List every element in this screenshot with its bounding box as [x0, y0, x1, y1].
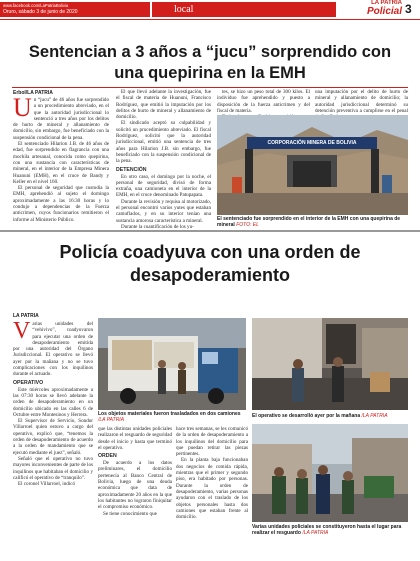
paragraph: El coronel Villarroel, indicó [18, 481, 76, 488]
subheading: OPERATIVO [13, 379, 44, 386]
subheading: ORDEN [98, 453, 117, 460]
paragraph: arias unidades del “vehivivo”, coadyuvaron para ejecutar una orden de desapoderamiento emitida por una autoridad del Órgano Jurisdiccional. El operativo se llevó ayer por la mañana y no se tuvo complicaciones con los inquilinos durante el actuado. [13, 321, 93, 378]
article1-column-3 [217, 89, 310, 113]
article2-headline: Policía coadyuva con una orden de desapoderamiento [59, 242, 361, 285]
page-number: 3 [405, 2, 412, 16]
article2-column-3 [176, 426, 248, 557]
header-rule [0, 19, 420, 20]
caption-credit: /LA PATRIA [302, 530, 329, 537]
truck-photo-image [98, 318, 246, 410]
police-units-photo [252, 424, 408, 522]
paragraph: que las distintas unidades policiales realizaron el resguardo de seguridad desde el inicio y hasta que terminó el operativo. [98, 426, 172, 451]
article1-headline: Sentencian a 3 años a “jucu” sorprendido con una quepirina en la EMH [28, 43, 392, 82]
paragraph: El que llevó adelante la investigación, fue el fiscal de materia de Huanuni, Francisco Rodríguez, que emitió la imputación por los delitos de hurto de mineral y allanamiento de domicilio. [116, 89, 211, 121]
caption-text: Los objetos materiales fueron trasladados en dos camiones [98, 411, 241, 417]
paragraph: Durante la cuantificación de los yu- [121, 223, 194, 230]
paragraph: El Supervisor de Servicio, Sondor Villarroel quien estuvo a cargo del operativo, explicó que, “tenemos la orden de desapoderamiento de acuerdo a la orden de mandamiento que se ejecutó mediante el juez”, señaló. [13, 418, 93, 456]
truck-photo-caption [98, 411, 248, 423]
paragraph: Durante la revisión y requisa al motorizado, el personal encontró varios yutes que estaban camuflados, y en su interior tenían una sustancia amorosa característica a mineral. [116, 198, 211, 224]
dropcap: V [13, 318, 31, 344]
article1-rule [12, 87, 408, 88]
section-title: local [174, 4, 194, 15]
paragraph: En otro caso, el domingo por la noche, el personal de seguridad, divisó de forma extraña, una camioneta en el interior de la EMH, en el cruce denominado Patupapata. [116, 173, 211, 199]
header-url[interactable]: www.facebook.com/LaPatriaBolivia [3, 3, 69, 8]
section-band [152, 2, 336, 17]
article2-byline: LA PATRIA [13, 313, 39, 319]
paragraph: Este miércoles aproximadamente a las 07:30 horas se llevó adelante la orden de desapoderamiento en un domicilio ubicado en las calles 6 de Octubre entre Montesinos y Herrera. [13, 386, 93, 418]
paragraph: El sindicado aceptó su culpabilidad y solicitó un procedimiento abreviado. El fiscal Rodríguez, solicitó que la autoridad jurisdiccional, emitió una sentencia de tres años para Hilarion J.B. sin embargo, fue beneficiado con la suspensión condicional de la pena. [116, 120, 211, 165]
operation-photo-caption [252, 413, 408, 419]
mine-photo-image [217, 115, 408, 215]
paragraph: Se tiene conocimiento que [103, 510, 157, 517]
article2-column-1 [13, 318, 93, 557]
caption-text: El sentenciado fue sorprendido en el interior de la EMH con una quepirina de mineral [217, 216, 401, 229]
caption-credit: /LA PATRIA [361, 413, 388, 419]
police-photo-image [252, 424, 408, 522]
newspaper-logo [338, 0, 402, 19]
paragraph: El personal de seguridad que custodia la EMH, aprehendió al sujeto el domingo aproximadamente a las 16:30 horas y lo condujo a dependencias de la Fuerza anticrimen, cuyos funcionarios remitieron el informe al Ministerio Público. [13, 185, 109, 223]
mine-sign-text: CORPORACIÓN MINERA DE BOLIVIA [267, 140, 357, 146]
article1-column-4 [315, 89, 408, 113]
police-units-photo-caption [252, 524, 408, 536]
paragraph: n “jucu” de 46 años fue sorprendido a un procedimiento abreviado, en el que la autoridad jurisdiccional lo sentenció a tres años por los delitos de hurto de mineral y allanamiento de domicilio, sin embargo, fue beneficiado con la suspensión condicional de la pena. [13, 97, 109, 141]
article1-column-2 [116, 89, 211, 230]
header-info-band [0, 2, 150, 17]
caption-credit: /LA PATRIA [98, 417, 125, 424]
header-date: Oruro, sábado 3 de junio de 2020 [3, 9, 78, 15]
paragraph: tes, se hizo un peso total de 300 kilos. El individuo fue aprehendido y puesto a disposición de la fuerza anticrimen y del fiscal de materia. [217, 89, 310, 114]
dropcap: U [13, 93, 32, 122]
article-divider [0, 230, 420, 232]
mine-photo-caption [217, 216, 408, 228]
article2-column-2 [98, 426, 172, 557]
paragraph: De acuerdo a los datos preliminares, el domicilio pertenecía al Banco Central de Bolivia, luego de una deuda económica que data de aproximadamente 20 años en la que los habitantes no lograron finiquitar el compromiso económico. [98, 460, 172, 511]
operation-photo-image [252, 318, 408, 410]
paragraph: hace tres semanas, se les comunicó de la orden de desapoderamiento a los inquilinos del domicilio para que puedan retirar las piezas pertinentes. [176, 426, 248, 458]
article1-byline: Erbol/LA PATRIA [13, 90, 53, 96]
subheading: DETENCIÓN [116, 166, 147, 173]
logo-section: Policial [366, 6, 402, 17]
caption-text: Varias unidades policiales se constituyeron hasta el lugar para realizar el resguardo [252, 524, 402, 537]
paragraph: Señaló que el operativo no tuvo mayores inconvenientes de parte de los inquilinos que habitaban el domicilio y calificó el operativo de “tranquilo”. [13, 455, 93, 481]
paragraph: El sentenciado Hilarion J.B. de 46 años de edad, fue sorprendido en flagrancia con una mochila artesanal, conocida como quepirina, con una sustancia con características de mineral, en el interior de la Empresa Minera Huanuni (EMH), en el cruce de Bandy y Keller en el nivel 160. [13, 141, 109, 185]
caption-credit: FOTO: EL [236, 222, 259, 229]
paragraph: En la planta baja funcionaban dos negocios de comida rápida, mientras que el primer y segundo piso, era habitado por personas. Durante la orden de desapoderamiento, varias personas ayudaron con el traslado de los objetos personales hasta dos camiones que estaban frente al domicilio. [176, 457, 248, 521]
paragraph: una imputación por el delito de hurto de mineral y allanamiento de domicilio; la autoridad jurisdiccional determinó su detención preventiva a cumplirse en el penal [315, 89, 408, 114]
caption-text: El operativo se desarrolló ayer por la mañana [252, 413, 361, 419]
mine-entrance-photo [217, 115, 408, 215]
truck-photo [98, 318, 246, 410]
logo-name: LA PATRIA [371, 0, 402, 6]
page-header [0, 0, 420, 20]
operation-photo [252, 318, 408, 410]
